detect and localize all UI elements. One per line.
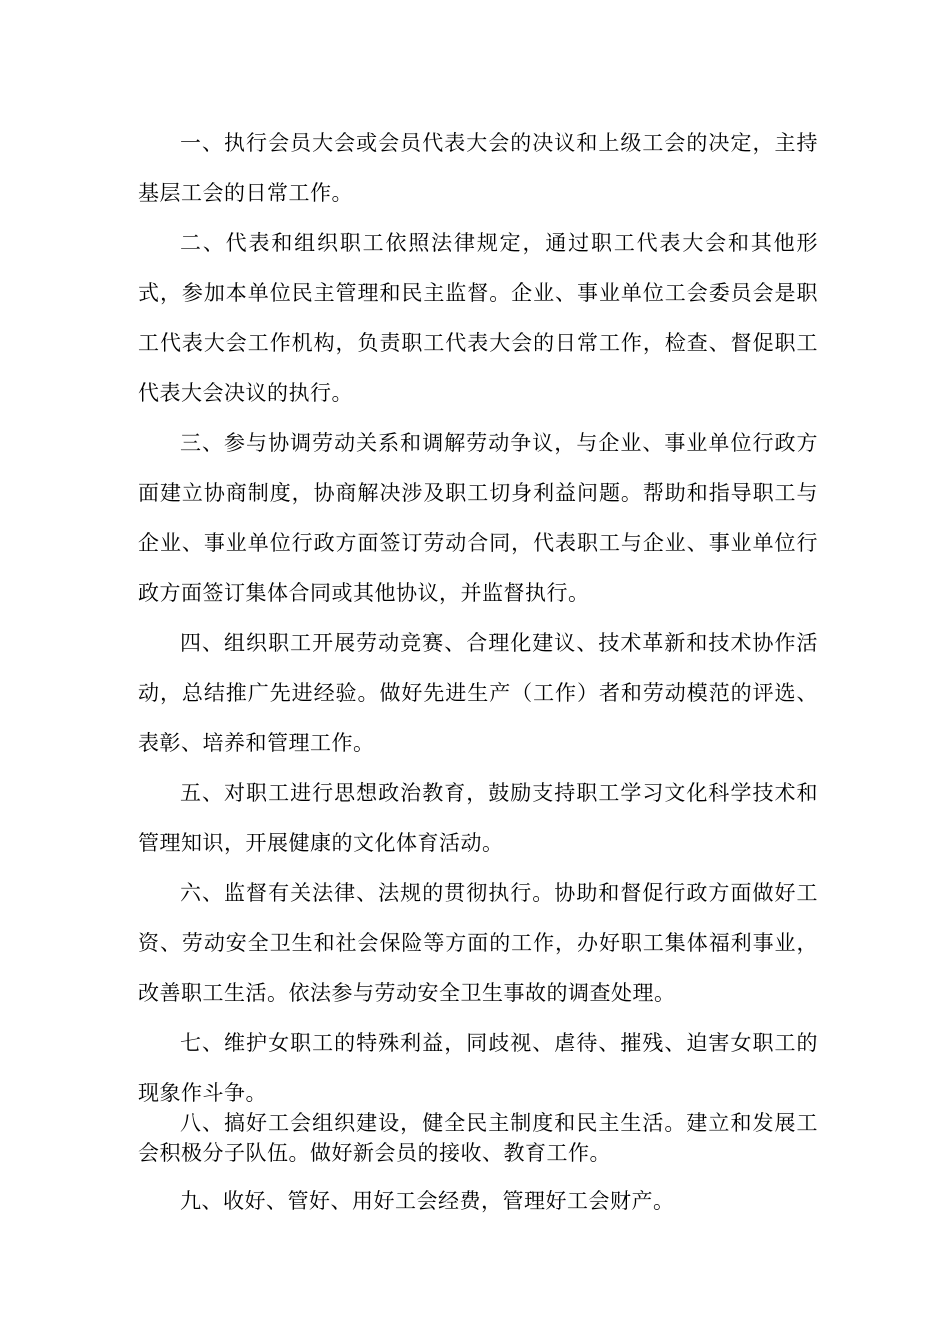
paragraph-2: 二、代表和组织职工依照法律规定，通过职工代表大会和其他形式，参加本单位民主管理和民主监督。企业、事业单位工会委员会是职工代表大会工作机构，负责职工代表大会的日常工作，检查、督促职工代表大会决议的执行。 bbox=[138, 231, 818, 405]
paragraph-7: 七、维护女职工的特殊利益，同歧视、虐待、摧残、迫害女职工的现象作斗争。 bbox=[138, 1031, 818, 1105]
paragraph-6: 六、监督有关法律、法规的贯彻执行。协助和督促行政方面做好工资、劳动安全卫生和社会保险等方面的工作，办好职工集体福利事业，改善职工生活。依法参与劳动安全卫生事故的调查处理。 bbox=[138, 881, 818, 1005]
paragraph-8: 八、搞好工会组织建设，健全民主制度和民主生活。建立和发展工会积极分子队伍。做好新会员的接收、教育工作。 bbox=[138, 1111, 818, 1165]
paragraph-5: 五、对职工进行思想政治教育，鼓励支持职工学习文化科学技术和管理知识，开展健康的文化体育活动。 bbox=[138, 781, 818, 855]
paragraph-4: 四、组织职工开展劳动竞赛、合理化建议、技术革新和技术协作活动，总结推广先进经验。做好先进生产（工作）者和劳动模范的评选、表彰、培养和管理工作。 bbox=[138, 631, 818, 755]
document-body bbox=[138, 118, 818, 1226]
paragraph-3: 三、参与协调劳动关系和调解劳动争议，与企业、事业单位行政方面建立协商制度，协商解决涉及职工切身利益问题。帮助和指导职工与企业、事业单位行政方面签订劳动合同，代表职工与企业、事业单位行政方面签订集体合同或其他协议，并监督执行。 bbox=[138, 431, 818, 605]
paragraph-1: 一、执行会员大会或会员代表大会的决议和上级工会的决定，主持基层工会的日常工作。 bbox=[138, 131, 818, 205]
paragraph-9: 九、收好、管好、用好工会经费，管理好工会财产。 bbox=[180, 1189, 675, 1213]
